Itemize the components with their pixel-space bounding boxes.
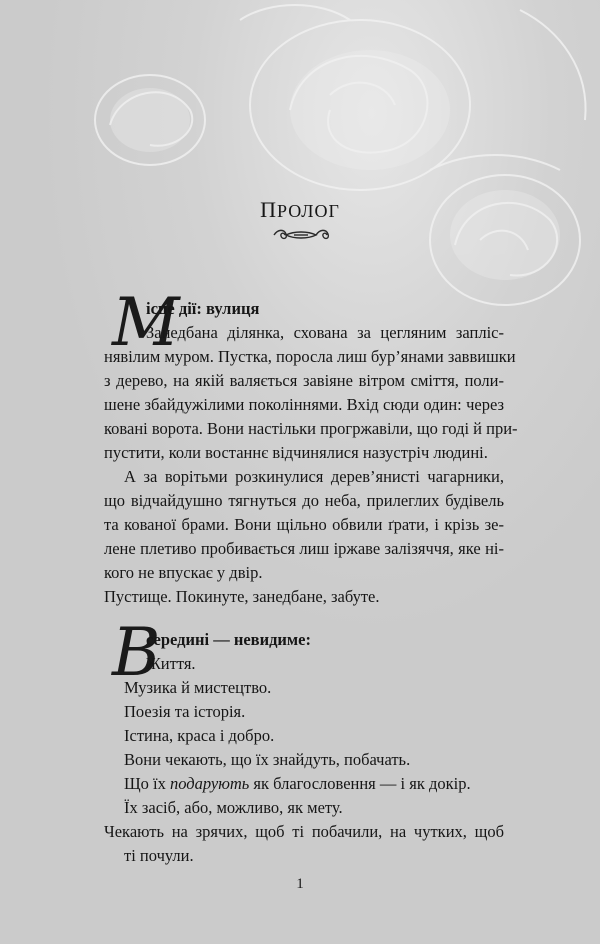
text-line: Пустище. Покинуте, занедбане, забуте. [104, 587, 380, 606]
chapter-title-rest: РОЛОГ [276, 201, 340, 221]
text-span: Що їх [124, 774, 170, 793]
text-line: Занедбана ділянка, схована за цегляним запліс- [146, 323, 504, 342]
chapter-title [0, 197, 600, 223]
chapter-title-first-letter: П [260, 197, 277, 222]
text-line: що відчайдушно тягнуться до неба, прилеглих будівель [104, 491, 504, 510]
text-line: Чекають на зрячих, щоб ті побачили, на чутких, щоб [104, 822, 504, 841]
text-line: Життя. [146, 654, 196, 673]
text-line: Поезія та історія. [124, 702, 246, 721]
text-line: Істина, краса і добро. [124, 726, 275, 745]
text-line [124, 772, 471, 796]
text-line: ковані ворота. Вони настільки прогржавіли, що годі й при- [104, 419, 518, 438]
text-line: ті почули. [124, 846, 194, 865]
scroll-flourish-icon [270, 225, 332, 245]
text-line: Музика й мистецтво. [124, 678, 272, 697]
text-line: пустити, коли востаннє відчинялися назустріч людині. [104, 443, 488, 462]
section2-dropcap: В [112, 614, 161, 691]
text-line: А за ворітьми розкинулися дерев’янисті чагарники, [124, 467, 504, 486]
text-line: кого не впускає у двір. [104, 563, 263, 582]
text-line: та кованої брами. Вони щільно обвили ґрати, і крізь зе- [104, 515, 504, 534]
text-line: нявілим муром. Пустка, поросла лиш бур’янами заввишки [104, 347, 516, 366]
text-line: лене плетиво пробивається лиш іржаве залізяччя, яке ні- [104, 539, 504, 558]
emphasis-text: подарують [169, 774, 250, 793]
page-number: 1 [296, 876, 304, 892]
text-span: як благословення — і як докір. [249, 774, 471, 793]
text-line: шене збайдужілими поколіннями. Вхід сюди один: через [104, 395, 504, 414]
section1-heading: ісце дії: вулиця [146, 299, 260, 318]
text-line: з дерево, на якій валяється завіяне вітром сміття, поли- [104, 371, 504, 390]
section1-dropcap: М [112, 284, 180, 361]
text-line: Їх засіб, або, можливо, як мету. [124, 798, 343, 817]
section2-heading: середині — невидиме: [146, 630, 311, 649]
text-line: Вони чекають, що їх знайдуть, побачать. [124, 750, 411, 769]
